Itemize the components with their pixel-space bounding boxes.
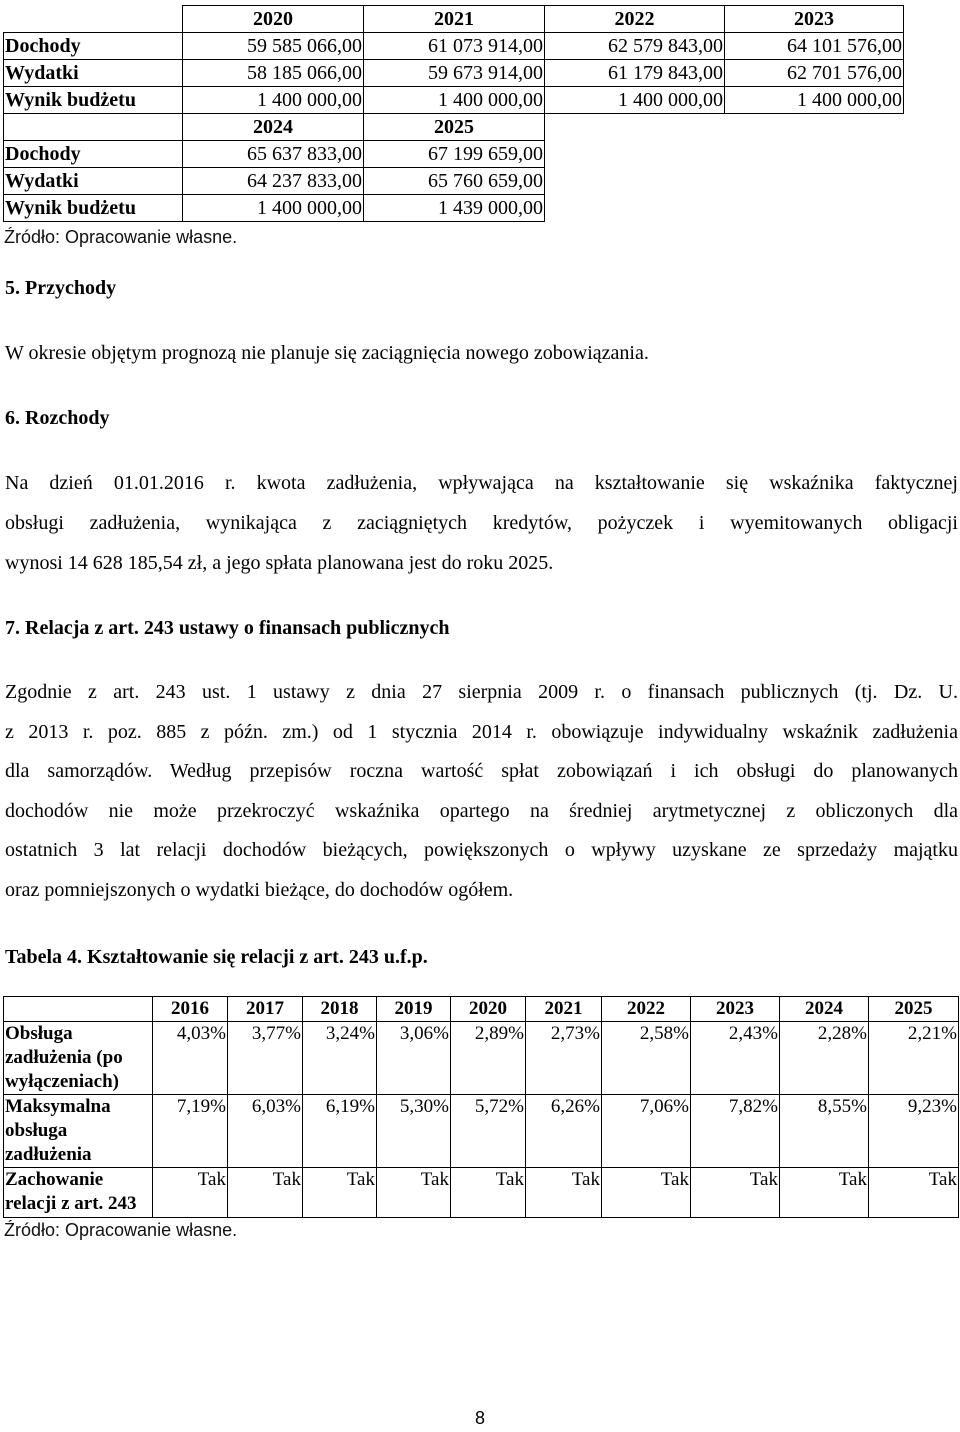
table-cell: 2,89% bbox=[451, 1022, 526, 1095]
year-header: 2020 bbox=[183, 6, 364, 33]
table-cell: 5,30% bbox=[377, 1095, 451, 1168]
year-header: 2018 bbox=[303, 997, 377, 1022]
budget-table-2020-2023 bbox=[3, 5, 904, 114]
table-cell: 2,21% bbox=[869, 1022, 959, 1095]
table-cell: 65 637 833,00 bbox=[183, 141, 364, 168]
table-cell: 1 400 000,00 bbox=[545, 87, 725, 114]
section-heading: 7. Relacja z art. 243 ustawy o finansach publicznych bbox=[5, 617, 450, 639]
table-row bbox=[4, 33, 904, 60]
table-header-row bbox=[4, 997, 959, 1022]
table-caption: Tabela 4. Kształtowanie się relacji z art. 243 u.f.p. bbox=[5, 946, 428, 968]
table-cell: 2,58% bbox=[602, 1022, 691, 1095]
table-cell: Tak bbox=[303, 1168, 377, 1218]
table-cell: 62 579 843,00 bbox=[545, 33, 725, 60]
table-cell: 1 400 000,00 bbox=[725, 87, 904, 114]
table-cell: 7,19% bbox=[153, 1095, 228, 1168]
table-cell: 2,43% bbox=[691, 1022, 780, 1095]
table-cell: 61 179 843,00 bbox=[545, 60, 725, 87]
table-cell: 9,23% bbox=[869, 1095, 959, 1168]
row-label: Wynik budżetu bbox=[4, 87, 183, 114]
row-label: Maksymalna obsługa zadłużenia bbox=[4, 1095, 153, 1168]
paragraph-line: oraz pomniejszonych o wydatki bieżące, do dochodów ogółem. bbox=[5, 878, 514, 901]
table-cell: 59 585 066,00 bbox=[183, 33, 364, 60]
table-cell: Tak bbox=[377, 1168, 451, 1218]
debt-ratio-table bbox=[3, 996, 959, 1218]
paragraph-line: dochodów nie może przekroczyć wskaźnika opartego na średniej arytmetycznej z obliczonych dla bbox=[5, 799, 958, 822]
table-cell: 7,82% bbox=[691, 1095, 780, 1168]
page-number: 8 bbox=[474, 1408, 485, 1428]
table-cell: 6,03% bbox=[228, 1095, 303, 1168]
table-row bbox=[4, 60, 904, 87]
table-cell: 3,24% bbox=[303, 1022, 377, 1095]
row-label: Zachowanie relacji z art. 243 bbox=[4, 1168, 153, 1218]
table-corner-cell bbox=[4, 6, 183, 33]
table-cell: 2,73% bbox=[526, 1022, 602, 1095]
table-cell: Tak bbox=[526, 1168, 602, 1218]
row-label: Dochody bbox=[4, 141, 183, 168]
year-header: 2024 bbox=[780, 997, 869, 1022]
year-header: 2025 bbox=[869, 997, 959, 1022]
table-cell: 65 760 659,00 bbox=[364, 168, 545, 195]
year-header: 2023 bbox=[691, 997, 780, 1022]
table-cell: Tak bbox=[780, 1168, 869, 1218]
budget-table-2024-2025 bbox=[3, 113, 545, 222]
paragraph: W okresie objętym prognozą nie planuje się zaciągnięcia nowego zobowiązania. bbox=[5, 342, 649, 364]
year-header: 2022 bbox=[545, 6, 725, 33]
table-cell: 1 400 000,00 bbox=[364, 87, 545, 114]
paragraph bbox=[5, 673, 958, 911]
row-label: Wynik budżetu bbox=[4, 195, 183, 222]
year-header: 2021 bbox=[364, 6, 545, 33]
table-cell: Tak bbox=[451, 1168, 526, 1218]
table-row bbox=[4, 1168, 959, 1218]
paragraph-line: Zgodnie z art. 243 ust. 1 ustawy z dnia 27 sierpnia 2009 r. o finansach publicznych (tj. Dz. U. bbox=[5, 681, 958, 703]
budget-header-row bbox=[4, 114, 545, 141]
table-cell: 3,06% bbox=[377, 1022, 451, 1095]
table-cell: 6,26% bbox=[526, 1095, 602, 1168]
year-header: 2025 bbox=[364, 114, 545, 141]
paragraph-line: dla samorządów. Według przepisów roczna wartość spłat zobowiązań i ich obsługi do planowanych bbox=[5, 760, 958, 783]
table-row bbox=[4, 195, 545, 222]
table-cell: Tak bbox=[153, 1168, 228, 1218]
table-cell: 64 101 576,00 bbox=[725, 33, 904, 60]
year-header: 2017 bbox=[228, 997, 303, 1022]
table-cell: 1 400 000,00 bbox=[183, 87, 364, 114]
table-cell: 2,28% bbox=[780, 1022, 869, 1095]
table-row bbox=[4, 1022, 959, 1095]
section-heading: 6. Rozchody bbox=[5, 407, 110, 429]
empty-header-cell bbox=[4, 114, 183, 141]
year-header: 2020 bbox=[451, 997, 526, 1022]
table-cell: Tak bbox=[602, 1168, 691, 1218]
table-cell: Tak bbox=[869, 1168, 959, 1218]
row-label: Wydatki bbox=[4, 168, 183, 195]
table-cell: 1 439 000,00 bbox=[364, 195, 545, 222]
table-cell: 7,06% bbox=[602, 1095, 691, 1168]
year-header: 2021 bbox=[526, 997, 602, 1022]
row-label: Obsługa zadłużenia (po wyłączeniach) bbox=[4, 1022, 153, 1095]
table-row bbox=[4, 87, 904, 114]
year-header: 2024 bbox=[183, 114, 364, 141]
table-source-note: Źródło: Opracowanie własne. bbox=[4, 227, 238, 247]
table-cell: 3,77% bbox=[228, 1022, 303, 1095]
paragraph bbox=[5, 463, 958, 583]
table-cell: 58 185 066,00 bbox=[183, 60, 364, 87]
table-row bbox=[4, 168, 545, 195]
year-header: 2016 bbox=[153, 997, 228, 1022]
table-cell: 67 199 659,00 bbox=[364, 141, 545, 168]
table-cell: Tak bbox=[691, 1168, 780, 1218]
section-heading: 5. Przychody bbox=[5, 277, 117, 299]
paragraph-line: wynosi 14 628 185,54 zł, a jego spłata planowana jest do roku 2025. bbox=[5, 552, 554, 574]
row-label: Wydatki bbox=[4, 60, 183, 87]
year-header: 2019 bbox=[377, 997, 451, 1022]
table-cell: 4,03% bbox=[153, 1022, 228, 1095]
budget-header-row bbox=[4, 6, 904, 33]
table-cell: 5,72% bbox=[451, 1095, 526, 1168]
table-source-note: Źródło: Opracowanie własne. bbox=[4, 1220, 238, 1240]
table-cell: 61 073 914,00 bbox=[364, 33, 545, 60]
table-cell: 59 673 914,00 bbox=[364, 60, 545, 87]
paragraph-line: obsługi zadłużenia, wynikająca z zaciągniętych kredytów, pożyczek i wyemitowanych obligacji bbox=[5, 512, 958, 534]
empty-header-cell bbox=[4, 997, 153, 1022]
year-header: 2023 bbox=[725, 6, 904, 33]
table-cell: 8,55% bbox=[780, 1095, 869, 1168]
table-row bbox=[4, 141, 545, 168]
table-cell: Tak bbox=[228, 1168, 303, 1218]
year-header: 2022 bbox=[602, 997, 691, 1022]
paragraph-line: ostatnich 3 lat relacji dochodów bieżących, powiększonych o wpływy uzyskane ze sprzedaży majątku bbox=[5, 839, 958, 862]
table-cell: 64 237 833,00 bbox=[183, 168, 364, 195]
table-cell: 6,19% bbox=[303, 1095, 377, 1168]
table-cell: 62 701 576,00 bbox=[725, 60, 904, 87]
table-row bbox=[4, 1095, 959, 1168]
paragraph-line: Na dzień 01.01.2016 r. kwota zadłużenia, wpływająca na kształtowanie się wskaźnika faktycznej bbox=[5, 472, 958, 494]
paragraph-line: z 2013 r. poz. 885 z późn. zm.) od 1 stycznia 2014 r. obowiązuje indywidualny wskaźnik zadłużenia bbox=[5, 720, 958, 743]
row-label: Dochody bbox=[4, 33, 183, 60]
table-cell: 1 400 000,00 bbox=[183, 195, 364, 222]
